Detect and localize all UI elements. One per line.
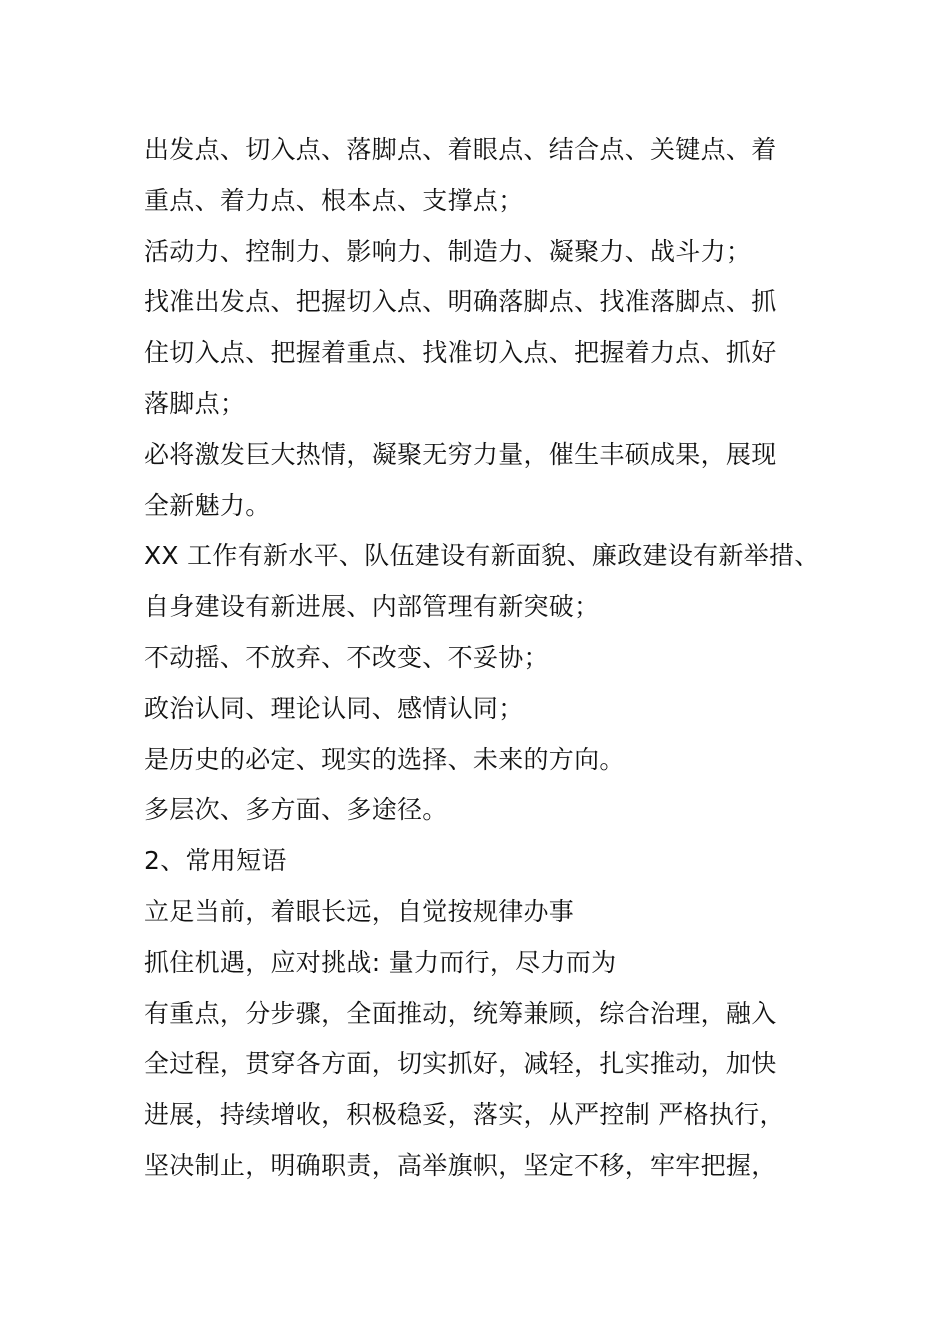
text-line: 找准出发点、把握切入点、明确落脚点、找准落脚点、抓 <box>144 287 777 317</box>
text-line: 重点、着力点、根本点、支撑点； <box>144 185 524 215</box>
text-line: 全新魅力。 <box>144 490 271 520</box>
document-body <box>144 125 824 1192</box>
text-line: 必将激发巨大热情，凝聚无穷力量，催生丰硕成果，展现 <box>144 439 777 469</box>
text-line: 全过程，贯穿各方面，切实抓好，减轻，扎实推动，加快 <box>144 1049 777 1079</box>
text-line: 住切入点、把握着重点、找准切入点、把握着力点、抓好 <box>144 338 777 368</box>
text-line: 不动摇、不放弃、不改变、不妥协； <box>144 642 549 672</box>
text-line: 是历史的必定、现实的选择、未来的方向。 <box>144 744 625 774</box>
text-line: 出发点、切入点、落脚点、着眼点、结合点、关键点、着 <box>144 135 777 164</box>
text-line: 进展，持续增收，积极稳妥，落实，从严控制 严格执行， <box>144 1100 785 1130</box>
text-line: 立足当前，着眼长远，自觉按规律办事 <box>144 896 575 926</box>
section-heading: 2、常用短语 <box>144 846 287 876</box>
text-line: 抓住机遇，应对挑战: 量力而行，尽力而为 <box>144 947 617 977</box>
text-line: 自身建设有新进展、内部管理有新突破； <box>144 592 600 622</box>
text-line: 落脚点； <box>144 388 246 418</box>
text-line: 坚决制止，明确职责，高举旗帜，坚定不移，牢牢把握， <box>144 1150 777 1180</box>
text-line: 有重点，分步骤，全面推动，统筹兼顾，综合治理，融入 <box>144 998 777 1028</box>
text-line: 多层次、多方面、多途径。 <box>144 795 448 825</box>
text-line: 政治认同、理论认同、感情认同； <box>144 693 524 723</box>
text-line: 活动力、控制力、影响力、制造力、凝聚力、战斗力； <box>144 236 752 266</box>
text-line: XX 工作有新水平、队伍建设有新面貌、廉政建设有新举措、 <box>144 541 820 571</box>
